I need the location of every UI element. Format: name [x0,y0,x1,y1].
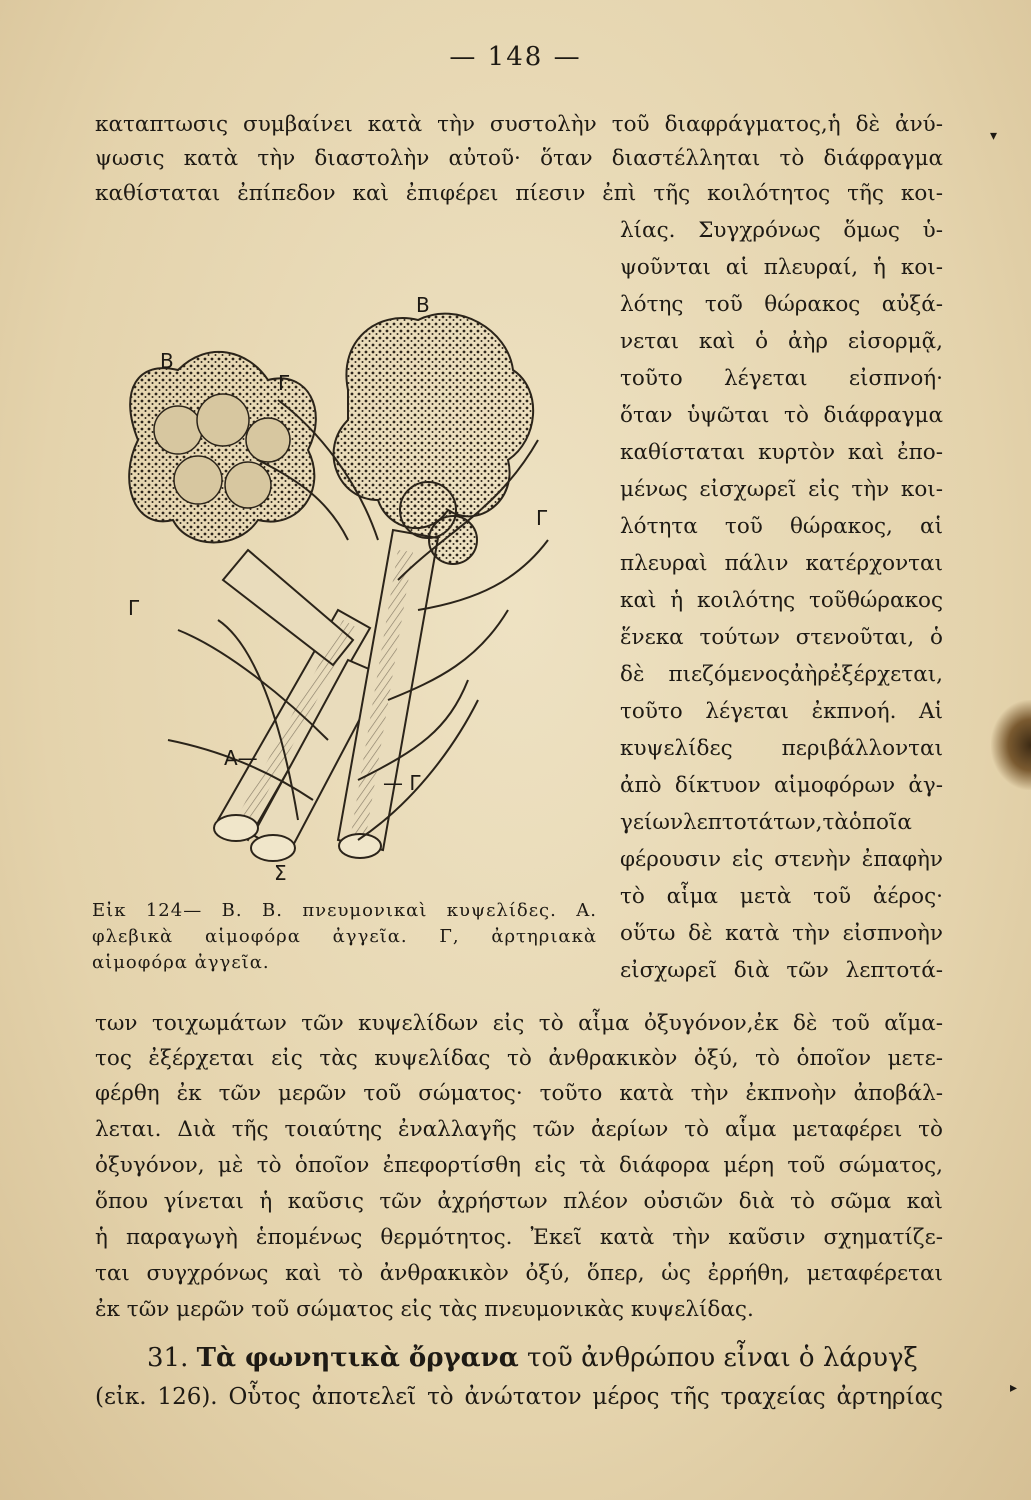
page-number: — 148 — [449,42,582,72]
column-line: εἰσχωρεῖ διὰ τῶν λεπτοτά- [620,958,943,983]
column-line: ἀπὸ δίκτυον αἱμοφόρων ἀγ- [620,773,943,798]
text-line: καταπτωσις συμβαίνει κατὰ τὴν συστολὴν τοῦ διαφράγματος,ἡ δὲ ἀνύ- [95,112,943,137]
text-line: των τοιχωμάτων τῶν κυψελίδων εἰς τὸ αἷμα ὀξυγόνον,ἐκ δὲ τοῦ αἵμα- [95,1011,943,1036]
figure-label: — Γ [383,771,421,795]
column-line: οὕτω δὲ κατὰ τὴν εἰσπνοὴν [620,921,943,946]
text-line: ται συγχρόνως καὶ τὸ ἀνθρακικὸν ὀξύ, ὅπερ, ὡς ἐρρήθη, μεταφέρεται [95,1261,943,1286]
text-line: ἐκ τῶν μερῶν τοῦ σώματος εἰς τὰς πνευμονικὰς κυψελίδας. [95,1297,754,1322]
section-heading [95,1341,943,1375]
section-title: Τὰ φωνητικὰ ὄργανα [196,1343,519,1373]
column-line: ὅταν ὑψῶται τὸ διάφραγμα [620,403,943,428]
column-line: λότητα τοῦ θώρακος, αἱ [620,514,943,539]
figure-label: Γ [536,506,548,530]
figure-caption: Εἰκ 124— Β. Β. πνευμονικαὶ κυψελίδες. Α. φλεβικὰ αἱμοφόρα ἀγγεῖα. Γ, ἀρτηριακὰ αἱμοφόρα ἀγγεῖα. [92,900,597,973]
column-line: πλευραὶ πάλιν κατέρχονται [620,551,943,576]
text-line: ψωσις κατὰ τὴν διαστολὴν αὐτοῦ· ὅταν διαστέλληται τὸ διάφραγμα [95,146,943,171]
figure-label: Γ [128,596,140,620]
figure-label: Γ [278,371,290,395]
section-number: 31. [147,1343,189,1373]
column-line: καθίσταται κυρτὸν καὶ ἐπο- [620,440,943,465]
column-line: λίας. Συγχρόνως ὅμως ὑ- [620,218,943,243]
column-line: γείωνλεπτοτάτων,τὰὁποῖα [620,810,912,835]
column-line: ἕνεκα τούτων στενοῦται, ὁ [620,625,943,650]
column-line: τοῦτο λέγεται ἐκπνοή. Αἱ [620,699,943,724]
column-line: καὶ ἡ κοιλότης τοῦθώρακος [620,588,943,613]
text-line: ὅπου γίνεται ἡ καῦσις τῶν ἀχρήστων πλέον οὐσιῶν διὰ τὸ σῶμα καὶ [95,1189,943,1214]
column-line: νεται καὶ ὁ ἀὴρ εἰσορμᾷ, [620,329,943,354]
figure-label: Β [416,293,430,317]
column-line: τὸ αἷμα μετὰ τοῦ ἀέρος· [620,884,943,909]
section-text: τοῦ ἀνθρώπου εἶναι ὁ λάρυγξ [527,1343,918,1373]
text-line: (εἰκ. 126). Οὗτος ἀποτελεῖ τὸ ἀνώτατον μέρος τῆς τραχείας ἀρτηρίας [95,1384,943,1410]
text-line: φέρθη ἐκ τῶν μερῶν τοῦ σώματος· τοῦτο κατὰ τὴν ἐκπνοὴν ἀποβάλ- [95,1081,943,1106]
margin-mark: ▸ [1010,1380,1018,1396]
text-line: καθίσταται ἐπίπεδον καὶ ἐπιφέρει πίεσιν ἐπὶ τῆς κοιλότητος τῆς κοι- [95,181,943,206]
text-line: λεται. Διὰ τῆς τοιαύτης ἐναλλαγῆς τῶν ἀερίων τὸ αἷμα μεταφέρει τὸ [95,1117,943,1142]
text-line: τος ἐξέρχεται εἰς τὰς κυψελίδας τὸ ἀνθρακικὸν ὀξύ, τὸ ὁποῖον μετε- [95,1046,943,1071]
lung-alveoli-illustration [98,280,598,890]
column-line: μένως εἰσχωρεῖ εἰς τὴν κοι- [620,477,943,502]
column-line: δὲ πιεζόμενοςἀὴρἐξέρχεται, [620,662,943,687]
figure-label: Β [160,349,174,373]
column-line: κυψελίδες περιβάλλονται [620,736,943,761]
column-line: τοῦτο λέγεται εἰσπνοή· [620,366,943,391]
column-line: φέρουσιν εἰς στενὴν ἐπαφὴν [620,847,943,872]
figure-label: Σ [274,861,287,885]
figure-label: Α— [224,746,258,770]
page-edge-stain [991,700,1031,790]
margin-mark: ▾ [990,128,998,144]
text-line: ἡ παραγωγὴ ἑπομένως θερμότητος. Ἐκεῖ κατὰ τὴν καῦσιν σχηματίζε- [95,1225,943,1250]
column-line: λότης τοῦ θώρακος αὐξά- [620,292,943,317]
text-line: ὀξυγόνον, μὲ τὸ ὁποῖον ἐπεφορτίσθη εἰς τὰ διάφορα μέρη τοῦ σώματος, [95,1153,943,1178]
column-line: ψοῦνται αἱ πλευραί, ἡ κοι- [620,255,943,280]
